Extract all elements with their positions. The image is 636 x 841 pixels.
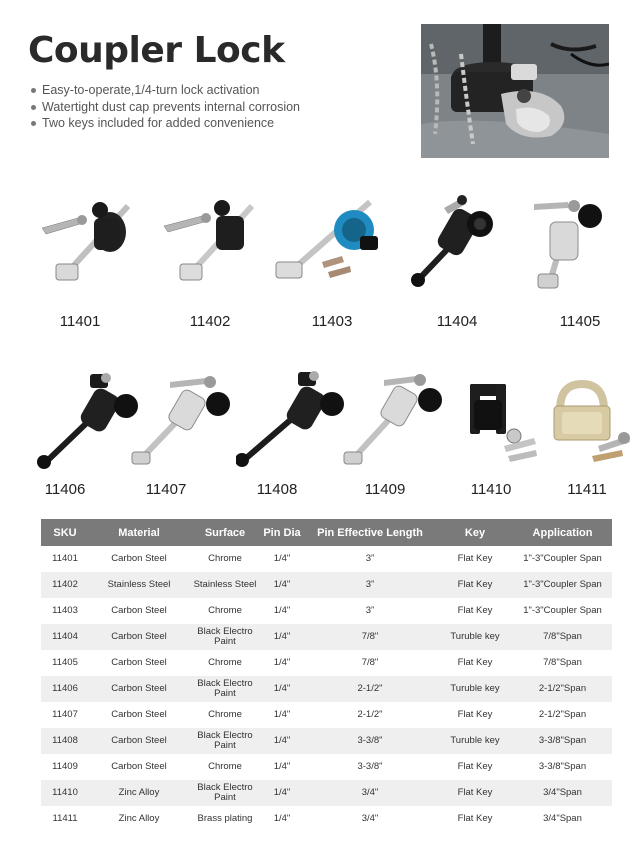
table-cell: 7/8" (303, 624, 437, 650)
table-cell: Black Electro Paint (189, 780, 261, 806)
table-cell: Carbon Steel (111, 761, 167, 772)
feature-item: Two keys included for added convenience (30, 115, 300, 132)
table-cell: 2-1/2"Span (513, 676, 612, 702)
feature-item: Easy-to-operate,1/4-turn lock activation (30, 82, 300, 99)
table-cell: 3/4" (303, 780, 437, 806)
table-cell: Black Electro Paint (189, 676, 261, 702)
table-cell: 1/4" (273, 605, 291, 616)
sku-label: 11407 (145, 481, 187, 498)
table-cell: Flat Key (437, 780, 513, 806)
stainless-barbell-coupler-lock-icon (160, 188, 270, 298)
table-row (41, 650, 612, 676)
sku-label: 11404 (436, 313, 478, 330)
table-cell: 1/4" (273, 553, 291, 564)
black-pin-coupler-lock-icon (404, 188, 504, 298)
table-cell: 1/4" (273, 813, 291, 824)
chrome-pin-coupler-lock-icon (530, 188, 630, 298)
table-row (41, 624, 612, 650)
column-header: Surface (189, 519, 261, 546)
sku-label: 11402 (189, 313, 231, 330)
table-cell: 3-3/8"Span (513, 728, 612, 754)
table-cell: 3” (365, 553, 375, 564)
table-cell: 11401 (52, 553, 78, 564)
table-cell: 11408 (41, 728, 89, 754)
spec-table (41, 519, 612, 832)
feature-list (30, 82, 300, 132)
table-cell: 1/4" (261, 728, 303, 754)
table-cell: Chrome (208, 553, 242, 564)
table-cell: Chrome (208, 657, 242, 668)
table-cell: 1/4" (273, 709, 291, 720)
table-cell: 11410 (41, 780, 89, 806)
table-cell: 1"-3"Coupler Span (523, 553, 602, 564)
table-cell: 3/4" (361, 813, 379, 824)
table-cell: 7/8" (361, 657, 379, 668)
table-cell: 3/4"Span (543, 813, 582, 824)
table-cell: Carbon Steel (111, 553, 167, 564)
chrome-barbell-coupler-lock-icon (38, 188, 148, 298)
table-cell: 3-3/8" (357, 761, 383, 772)
table-cell: 3” (365, 605, 375, 616)
black-extra-long-pin-coupler-lock-icon (236, 364, 346, 474)
table-row (41, 728, 612, 754)
sku-label: 11408 (256, 481, 298, 498)
table-cell: 7/8"Span (543, 657, 582, 668)
column-header: Pin Effective Length (303, 519, 437, 546)
column-header: Key (437, 519, 513, 546)
table-cell: Brass plating (197, 813, 253, 824)
table-cell: 7/8"Span (513, 624, 612, 650)
table-cell: 3-3/8"Span (538, 761, 587, 772)
table-cell: Flat Key (457, 761, 493, 772)
sku-label: 11409 (364, 481, 406, 498)
table-cell: 11404 (41, 624, 89, 650)
table-cell: 2-1/2" (357, 709, 383, 720)
table-cell: 11402 (41, 572, 89, 598)
table-row (41, 572, 612, 598)
sku-label: 11410 (470, 481, 512, 498)
table-cell: 1/4" (261, 676, 303, 702)
table-row (41, 598, 612, 624)
column-header: Pin Dia (261, 519, 303, 546)
table-cell: Chrome (208, 709, 242, 720)
chrome-extra-long-pin-coupler-lock-icon (340, 372, 450, 472)
table-row (41, 676, 612, 702)
table-cell: Carbon Steel (89, 676, 189, 702)
table-cell: 3/4"Span (513, 780, 612, 806)
table-cell: 1/4" (261, 572, 303, 598)
table-cell: Chrome (208, 761, 242, 772)
table-cell: Flat Key (457, 605, 493, 616)
table-header-row (41, 519, 612, 546)
sku-label: 11406 (44, 481, 86, 498)
table-cell: Flat Key (457, 813, 493, 824)
table-cell: Carbon Steel (89, 624, 189, 650)
column-header: SKU (41, 519, 89, 546)
black-padlock-coupler-lock-icon (464, 380, 544, 470)
table-cell: 1/4" (261, 624, 303, 650)
table-cell: 11406 (41, 676, 89, 702)
table-cell: 1/4" (261, 780, 303, 806)
table-cell: 11403 (52, 605, 78, 616)
sku-label: 11401 (59, 313, 101, 330)
table-cell: Turuble key (437, 728, 513, 754)
table-cell: 2-1/2"Span (538, 709, 587, 720)
blue-barbell-coupler-lock-icon (270, 196, 390, 296)
table-cell: Turuble key (437, 624, 513, 650)
table-row (41, 546, 612, 572)
table-row (41, 754, 612, 780)
table-cell: 2-1/2" (303, 676, 437, 702)
table-cell: 1/4" (273, 761, 291, 772)
column-header: Application (513, 519, 612, 546)
table-cell: Flat Key (437, 572, 513, 598)
table-cell: Black Electro Paint (189, 728, 261, 754)
table-cell: 1/4" (273, 657, 291, 668)
table-row (41, 806, 612, 832)
chrome-long-pin-coupler-lock-icon (130, 372, 240, 472)
table-cell: 11407 (52, 709, 78, 720)
table-cell: Turuble key (437, 676, 513, 702)
table-cell: 11409 (52, 761, 78, 772)
sku-label: 11411 (567, 481, 607, 498)
table-cell: Carbon Steel (89, 728, 189, 754)
table-cell: Carbon Steel (111, 605, 167, 616)
table-cell: 1"-3"Coupler Span (513, 572, 612, 598)
brass-padlock-coupler-lock-icon (552, 380, 636, 470)
table-cell: 11411 (52, 813, 78, 824)
table-cell: Flat Key (457, 709, 493, 720)
page-title: Coupler Lock (28, 30, 285, 71)
sku-label: 11405 (559, 313, 601, 330)
table-cell: Chrome (208, 605, 242, 616)
table-cell: Carbon Steel (111, 709, 167, 720)
table-cell: Carbon Steel (111, 657, 167, 668)
black-long-pin-coupler-lock-icon (34, 364, 144, 474)
coupler-lock-in-use-photo (421, 24, 609, 158)
sku-label: 11403 (311, 313, 353, 330)
table-cell: Flat Key (457, 657, 493, 668)
table-cell: Black Electro Paint (189, 624, 261, 650)
table-cell: 3” (303, 572, 437, 598)
table-row (41, 702, 612, 728)
feature-item: Watertight dust cap prevents internal corrosion (30, 99, 300, 116)
table-row (41, 780, 612, 806)
table-cell: Flat Key (457, 553, 493, 564)
table-cell: Zinc Alloy (89, 780, 189, 806)
table-cell: 1"-3"Coupler Span (523, 605, 602, 616)
table-cell: Stainless Steel (89, 572, 189, 598)
table-cell: 3-3/8" (303, 728, 437, 754)
table-cell: 11405 (52, 657, 78, 668)
table-cell: Zinc Alloy (118, 813, 160, 824)
column-header: Material (89, 519, 189, 546)
table-cell: Stainless Steel (189, 572, 261, 598)
